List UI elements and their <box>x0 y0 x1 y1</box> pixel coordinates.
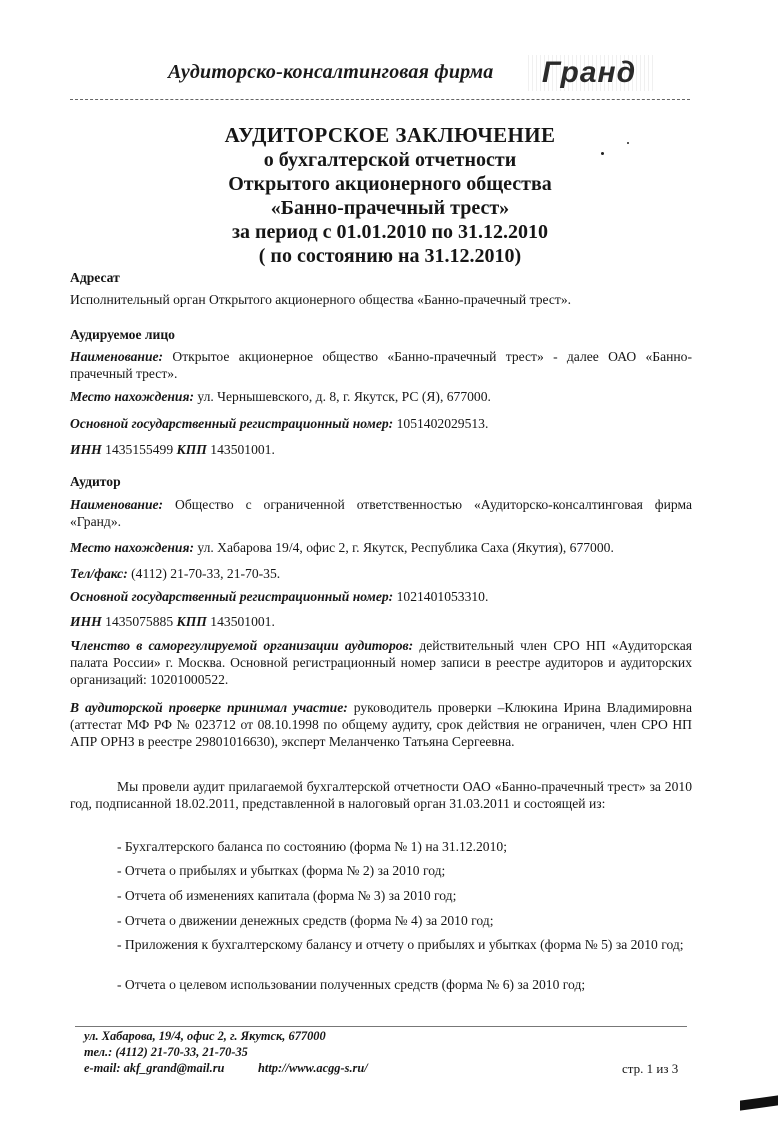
audited-name-value: Открытое акционерное общество «Банно-прачечный трест» - далее ОАО «Банно-прачечный трест». <box>70 349 692 381</box>
list-item: - Отчета о целевом использовании полученных средств (форма № 6) за 2010 год; <box>117 977 586 992</box>
audited-heading: Аудируемое лицо <box>70 327 175 342</box>
header-divider <box>70 99 690 100</box>
auditor-location <box>70 540 692 557</box>
document-title <box>120 122 660 268</box>
audited-location <box>70 389 692 406</box>
auditor-heading: Аудитор <box>70 474 121 489</box>
scan-artifact <box>740 1095 778 1110</box>
audited-inn-kpp <box>70 442 692 459</box>
list-item: - Бухгалтерского баланса по состоянию (форма № 1) на 31.12.2010; <box>117 839 507 854</box>
list-item: - Отчета о прибылях и убытках (форма № 2) за 2010 год; <box>117 863 446 878</box>
audited-inn-value: 1435155499 <box>105 442 174 457</box>
auditor-location-label: Место нахождения: <box>70 540 194 555</box>
list-item: - Отчета о движении денежных средств (форма № 4) за 2010 год; <box>117 913 494 928</box>
audited-name <box>70 349 692 383</box>
auditor-phone-value: (4112) 21-70-33, 21-70-35. <box>131 566 281 581</box>
list-item: - Приложения к бухгалтерскому балансу и отчету о прибылях и убытках (форма № 5) за 2010 год; <box>117 937 684 952</box>
auditor-name <box>70 497 692 531</box>
addressee-heading: Адресат <box>70 270 120 285</box>
grand-logo: Гранд <box>525 55 653 91</box>
footer-phone: тел.: (4112) 21-70-33, 21-70-35 <box>84 1045 248 1059</box>
footer-divider <box>75 1026 687 1027</box>
intro-paragraph: Мы провели аудит прилагаемой бухгалтерской отчетности ОАО «Банно-прачечный трест» за 2010 год, подписанной 18.02.2011, представленной в налоговый орган 31.03.2011 и состоящей из: <box>70 779 692 811</box>
footer-website-link[interactable]: http://www.acgg-s.ru/ <box>258 1061 368 1075</box>
audited-ogrn-value: 1051402029513. <box>396 416 489 431</box>
audited-name-label: Наименование: <box>70 349 164 364</box>
auditor-ogrn <box>70 589 692 606</box>
title-line: о бухгалтерской отчетности <box>263 149 517 171</box>
title-period: за период с 01.01.2010 по 31.12.2010 <box>231 221 549 243</box>
auditor-name-value: Общество с ограниченной ответственностью «Аудиторско-консалтинговая фирма «Гранд». <box>70 497 692 529</box>
title-date: ( по состоянию на 31.12.2010) <box>258 245 522 267</box>
auditor-membership-label: Членство в саморегулируемой организации аудиторов: <box>70 638 414 653</box>
auditor-participants <box>70 700 692 751</box>
auditor-location-value: ул. Хабарова 19/4, офис 2, г. Якутск, Республика Саха (Якутия), 677000. <box>197 540 614 555</box>
auditor-participants-value: руководитель проверки –Клюкина Ирина Владимировна (аттестат МФ РФ № 023712 от 08.10.1998 по общему аудиту, срок действия не ограничен, член СРО НП АПР ОРНЗ в реестре 29801016630), эксперт Меланченко Татьяна Сергеевна. <box>70 700 692 749</box>
auditor-inn-value: 1435075885 <box>105 614 174 629</box>
audited-kpp-label: КПП <box>176 442 207 457</box>
auditor-participants-label: В аудиторской проверке принимал участие: <box>70 700 348 715</box>
firm-name: Аудиторско-консалтинговая фирма <box>168 61 494 83</box>
auditor-ogrn-label: Основной государственный регистрационный номер: <box>70 589 394 604</box>
auditor-inn-label: ИНН <box>70 614 102 629</box>
auditor-phone <box>70 566 692 583</box>
audited-ogrn-label: Основной государственный регистрационный номер: <box>70 416 394 431</box>
page-number: стр. 1 из 3 <box>622 1061 679 1076</box>
audited-inn-label: ИНН <box>70 442 102 457</box>
audited-location-label: Место нахождения: <box>70 389 194 404</box>
title-main: АУДИТОРСКОЕ ЗАКЛЮЧЕНИЕ <box>224 123 556 147</box>
list-item: - Отчета об изменениях капитала (форма № 3) за 2010 год; <box>117 888 457 903</box>
auditor-membership <box>70 638 692 689</box>
auditor-ogrn-value: 1021401053310. <box>396 589 489 604</box>
footer-email[interactable]: e-mail: akf_grand@mail.ru <box>84 1061 225 1075</box>
auditor-name-label: Наименование: <box>70 497 164 512</box>
auditor-kpp-value: 143501001. <box>210 614 275 629</box>
audited-location-value: ул. Чернышевского, д. 8, г. Якутск, РС (Я), 677000. <box>197 389 491 404</box>
auditor-membership-value: действительный член СРО НП «Аудиторская палата России» г. Москва. Основной регистрационный номер записи в реестре аудиторов и аудиторских организаций: 10201000522. <box>70 638 692 687</box>
title-line: «Банно-прачечный трест» <box>270 197 510 219</box>
auditor-phone-label: Тел/факс: <box>70 566 128 581</box>
auditor-kpp-label: КПП <box>176 614 207 629</box>
addressee-text: Исполнительный орган Открытого акционерного общества «Банно-прачечный трест». <box>70 292 572 307</box>
audited-kpp-value: 143501001. <box>210 442 275 457</box>
title-line: Открытого акционерного общества <box>228 173 552 195</box>
audited-ogrn <box>70 416 692 433</box>
auditor-inn-kpp <box>70 614 692 631</box>
footer-address: ул. Хабарова, 19/4, офис 2, г. Якутск, 677000 <box>84 1029 326 1043</box>
